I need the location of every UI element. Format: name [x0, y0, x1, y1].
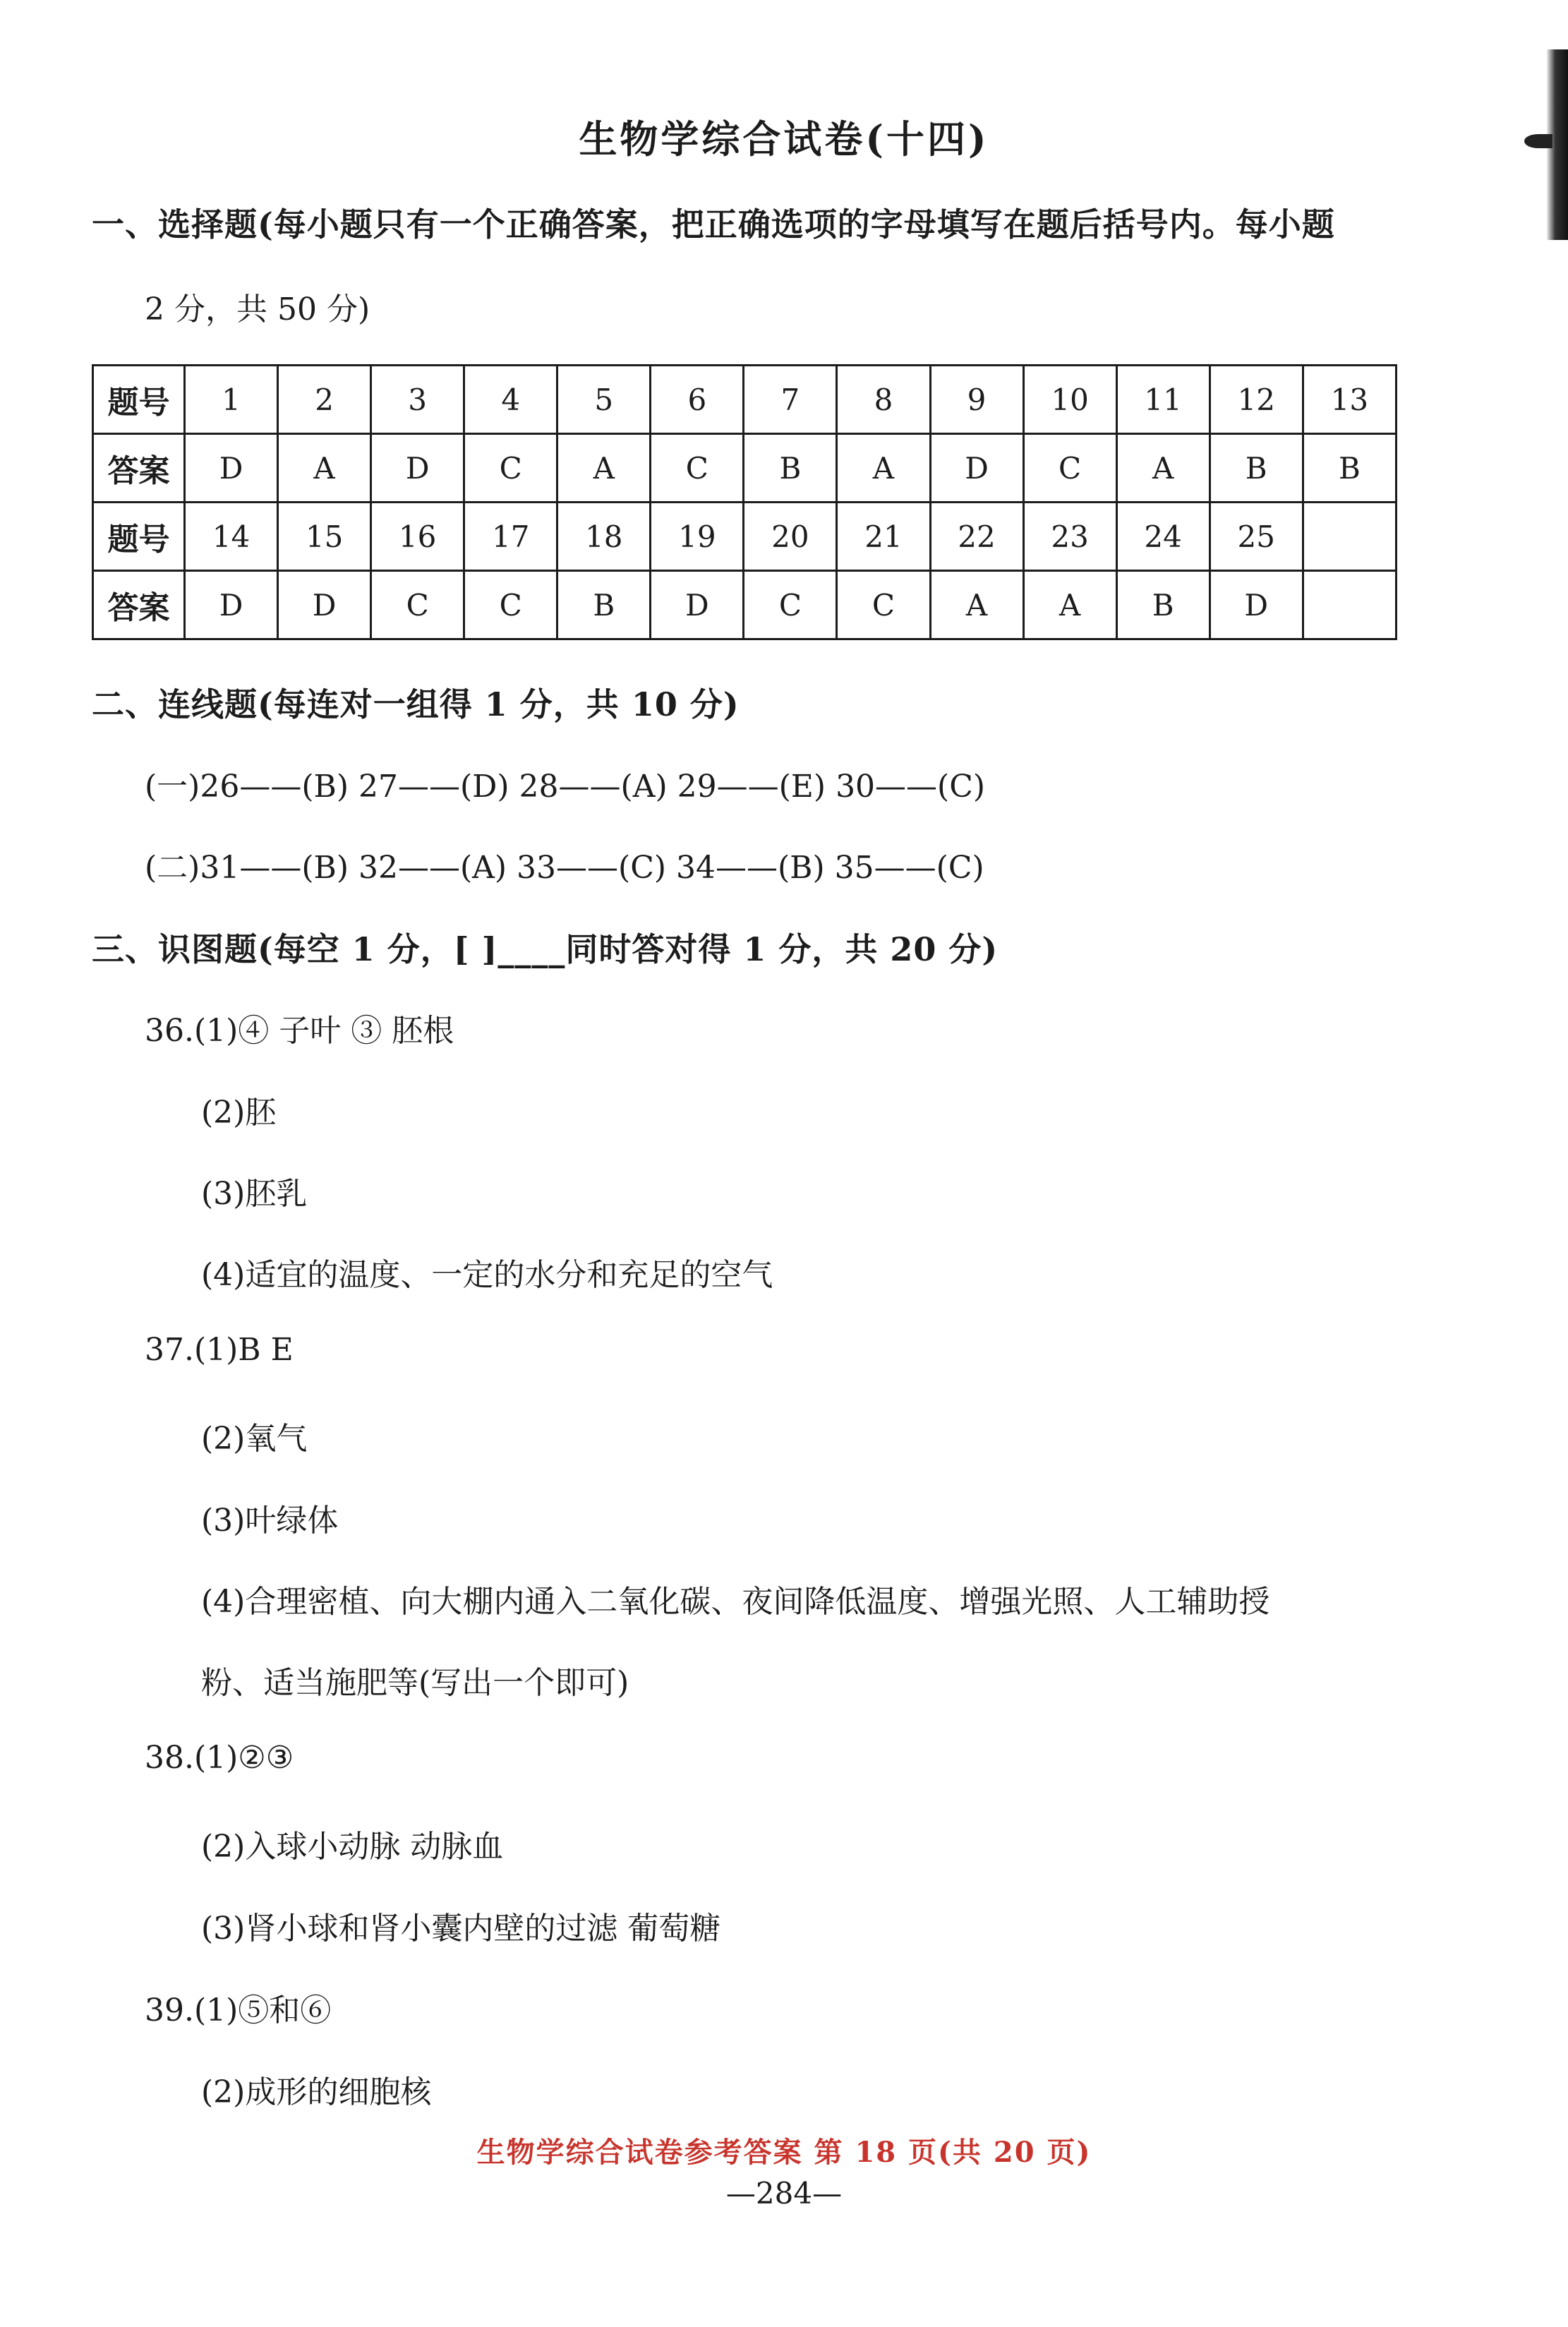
- table-cell: 6: [651, 366, 744, 434]
- answer-line: 36.(1)④ 子叶 ③ 胚根: [145, 1013, 454, 1049]
- table-cell: [1303, 571, 1396, 639]
- table-cell: A: [1023, 571, 1116, 639]
- table-row: [93, 366, 1397, 434]
- table-cell: 12: [1210, 366, 1303, 434]
- table-cell: 7: [744, 366, 837, 434]
- answer-line: 38.(1)②③: [145, 1740, 294, 1776]
- answer-line: 37.(1)B E: [145, 1332, 294, 1368]
- table-cell: C: [1023, 434, 1116, 503]
- table-cell: D: [185, 571, 278, 639]
- answer-line: (3)胚乳: [201, 1176, 308, 1212]
- page-title: 生物学综合试卷(十四): [579, 116, 989, 162]
- table-cell: 13: [1303, 366, 1396, 434]
- table-cell: [1303, 503, 1396, 571]
- section3-heading: 三、识图题(每空 1 分，[ ]____同时答对得 1 分，共 20 分): [92, 930, 999, 968]
- table-cell: 8: [837, 366, 930, 434]
- table-cell: 18: [557, 503, 651, 571]
- answer-line: (2)成形的细胞核: [201, 2074, 432, 2110]
- page-number: —284—: [725, 2176, 843, 2211]
- table-cell: A: [557, 434, 651, 503]
- answer-line: (3)肾小球和肾小囊内壁的过滤 葡萄糖: [201, 1911, 721, 1947]
- row-label: 答案: [93, 571, 185, 639]
- row-label: 题号: [93, 503, 185, 571]
- table-cell: 3: [371, 366, 464, 434]
- table-cell: C: [464, 434, 557, 503]
- table-cell: 4: [464, 366, 557, 434]
- table-cell: 24: [1116, 503, 1210, 571]
- table-cell: A: [1116, 434, 1210, 503]
- table-cell: D: [185, 434, 278, 503]
- table-cell: 9: [930, 366, 1023, 434]
- answer-line: (4)适宜的温度、一定的水分和充足的空气: [201, 1257, 773, 1293]
- table-cell: D: [930, 434, 1023, 503]
- table-cell: 10: [1023, 366, 1116, 434]
- table-cell: A: [278, 434, 371, 503]
- answer-line: (2)胚: [201, 1095, 277, 1131]
- answer-line: 粉、适当施肥等(写出一个即可): [201, 1665, 629, 1701]
- table-cell: C: [837, 571, 930, 639]
- table-cell: B: [1210, 434, 1303, 503]
- table-cell: C: [371, 571, 464, 639]
- section1-heading: 一、选择题(每小题只有一个正确答案，把正确选项的字母填写在题后括号内。每小题: [92, 205, 1335, 243]
- table-cell: D: [651, 571, 744, 639]
- table-cell: C: [744, 571, 837, 639]
- table-row: [93, 571, 1397, 639]
- table-row: [93, 434, 1397, 503]
- table-cell: 25: [1210, 503, 1303, 571]
- table-row: [93, 503, 1397, 571]
- row-label: 答案: [93, 434, 185, 503]
- page-footer: 生物学综合试卷参考答案 第 18 页(共 20 页): [476, 2136, 1092, 2169]
- answer-line: (2)入球小动脉 动脉血: [201, 1829, 504, 1865]
- section1-heading-cont: 2 分，共 50 分): [145, 291, 370, 327]
- table-cell: 5: [557, 366, 651, 434]
- table-cell: A: [930, 571, 1023, 639]
- answer-table: [92, 364, 1397, 640]
- table-cell: 14: [185, 503, 278, 571]
- table-cell: 11: [1116, 366, 1210, 434]
- answer-line: (3)叶绿体: [201, 1503, 339, 1539]
- table-cell: C: [651, 434, 744, 503]
- answer-line: 39.(1)⑤和⑥: [145, 1992, 332, 2028]
- matching-answers-1: (一)26——(B) 27——(D) 28——(A) 29——(E) 30——(C): [145, 769, 986, 805]
- table-cell: D: [1210, 571, 1303, 639]
- table-cell: D: [278, 571, 371, 639]
- table-cell: B: [1303, 434, 1396, 503]
- table-cell: A: [837, 434, 930, 503]
- table-cell: 15: [278, 503, 371, 571]
- table-cell: C: [464, 571, 557, 639]
- table-cell: 19: [651, 503, 744, 571]
- section2-heading: 二、连线题(每连对一组得 1 分，共 10 分): [92, 685, 740, 723]
- table-cell: 17: [464, 503, 557, 571]
- table-cell: B: [557, 571, 651, 639]
- answer-line: (2)氧气: [201, 1421, 308, 1457]
- table-cell: B: [744, 434, 837, 503]
- table-cell: 23: [1023, 503, 1116, 571]
- table-cell: 2: [278, 366, 371, 434]
- table-cell: 1: [185, 366, 278, 434]
- table-cell: 20: [744, 503, 837, 571]
- table-cell: D: [371, 434, 464, 503]
- table-cell: 21: [837, 503, 930, 571]
- table-cell: B: [1116, 571, 1210, 639]
- row-label: 题号: [93, 366, 185, 434]
- table-cell: 22: [930, 503, 1023, 571]
- table-cell: 16: [371, 503, 464, 571]
- matching-answers-2: (二)31——(B) 32——(A) 33——(C) 34——(B) 35——(C): [145, 850, 984, 886]
- answer-line: (4)合理密植、向大棚内通入二氧化碳、夜间降低温度、增强光照、人工辅助授: [201, 1584, 1270, 1620]
